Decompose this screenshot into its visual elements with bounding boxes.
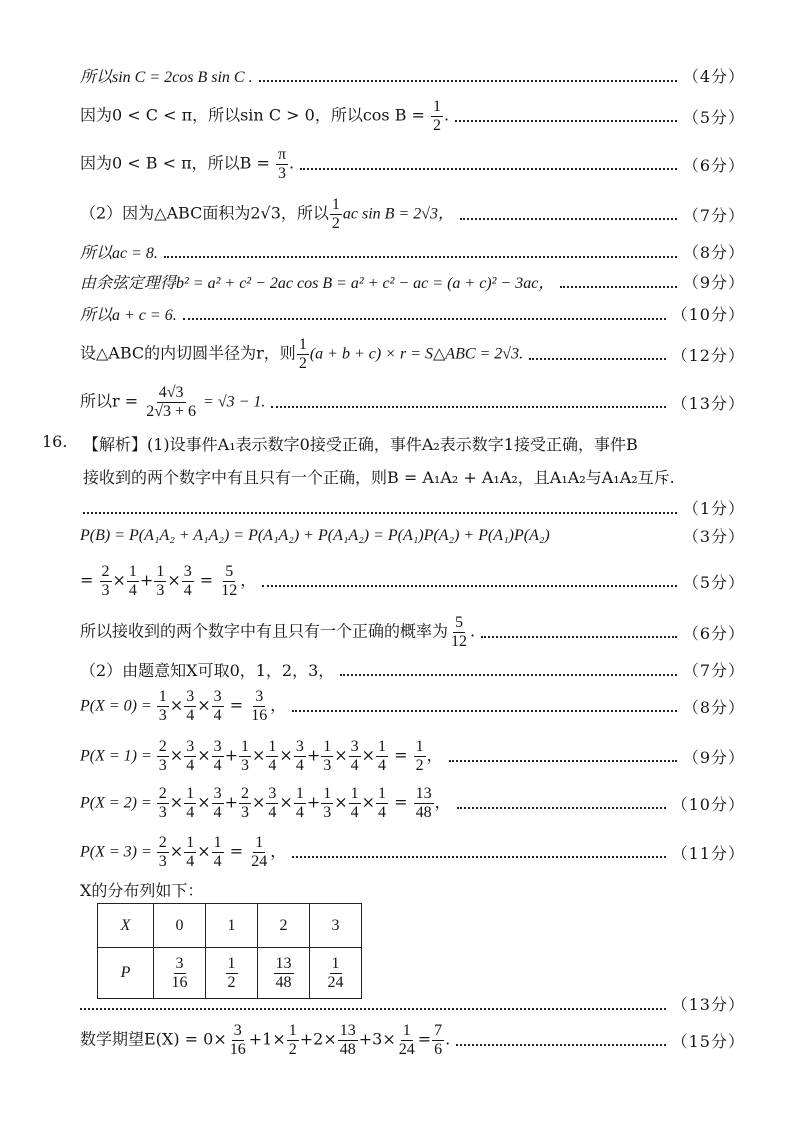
score-label: （5分） [682, 107, 745, 127]
solution-line-2: 因为0 < C < π，所以sin C > 0，所以cos B = $\frac{1}{2}$ . （5分） [80, 98, 745, 134]
table-row [98, 948, 362, 999]
score-label: （11分） [671, 843, 745, 863]
q16-score-13 [80, 992, 745, 1015]
px1-line: P(X = 1) = $\frac{2}{3}$ × $\frac{3}{4}$ × $\frac{3}{4}$ + $\frac{1}{3}$ × $\frac{1}{4}$ × $\frac{3}{4}$ + $\frac{1}{3}$ × $\frac{3}{4}$ × $\frac{1}{4}$ = $\frac{1}{2}$ ， （9分） [80, 738, 745, 774]
distribution-table [97, 903, 362, 999]
score-label: （8分） [682, 697, 745, 717]
solution-line-5: 所以ac = 8. （8分） [80, 240, 745, 263]
score-label: （4分） [682, 67, 745, 86]
px3-line: P(X = 3) = $\frac{2}{3}$ × $\frac{1}{4}$ × $\frac{1}{4}$ = $\frac{1}{24}$ ， （11分） [80, 834, 745, 870]
solution-line-1: 所以sin C = 2cos B sin C . （4分） [80, 64, 745, 87]
score-label: （9分） [682, 747, 745, 767]
score-label: （6分） [682, 155, 745, 175]
table-header-p: P [98, 948, 154, 999]
table-cell: $\frac{1}{24}$ [310, 948, 362, 999]
score-label: （13分） [671, 995, 745, 1014]
score-label: （7分） [682, 205, 745, 225]
q16-score-1 [83, 496, 745, 519]
table-cell: 1 [206, 904, 258, 948]
solution-line-6: 由余弦定理得b² = a² + c² − 2ac cos B = a² + c² − ac = (a + c)² − 3ac， （9分） [80, 270, 745, 293]
score-label: （15分） [671, 1031, 745, 1051]
score-label: （9分） [682, 273, 745, 292]
table-cell: $\frac{3}{16}$ [154, 948, 206, 999]
score-label: （6分） [682, 623, 745, 643]
score-label: （5分） [682, 572, 745, 592]
q16-intro-line-1: 【解析】(1)设事件A₁表示数字0接受正确，事件A₂表示数字1接受正确，事件B [83, 435, 638, 454]
score-label: （3分） [682, 527, 745, 546]
table-cell: 2 [258, 904, 310, 948]
solution-line-3: 因为0 < B < π，所以B = $\frac{\pi}{3}$ . （6分） [80, 146, 745, 182]
score-label: （1分） [682, 499, 745, 518]
score-label: （12分） [671, 345, 745, 365]
q16-intro-line-2: 接收到的两个数字中有且只有一个正确，则B = A₁A₂ + A₁A₂，且A₁A₂与A₁A₂互斥. [83, 468, 675, 487]
question-number: 16. [42, 432, 68, 451]
score-label: （8分） [682, 243, 745, 262]
score-label: （7分） [682, 661, 745, 680]
score-label: （10分） [671, 794, 745, 814]
px2-line: P(X = 2) = $\frac{2}{3}$ × $\frac{1}{4}$ × $\frac{3}{4}$ + $\frac{2}{3}$ × $\frac{3}{4}$ × $\frac{1}{4}$ + $\frac{1}{3}$ × $\frac{1}{4}$ × $\frac{1}{4}$ = $\frac{13}{48}$ ， （10分） [80, 785, 745, 821]
q16-calc-line: = $\frac{2}{3}$ × $\frac{1}{4}$ + $\frac{1}{3}$ × $\frac{3}{4}$ = $\frac{5}{12}$ ， （5分） [80, 563, 745, 599]
q16-conclusion-line: 所以接收到的两个数字中有且只有一个正确的概率为 $\frac{5}{12}$ . （6分） [80, 614, 745, 650]
solution-line-4: （2）因为△ABC面积为2√3，所以 $\frac{1}{2}$ ac sin B = 2√3， （7分） [80, 196, 745, 232]
solution-line-9: 所以r = $\frac{4√3}{2√3 + 6}$ = √3 − 1. （13分） [80, 384, 745, 420]
distribution-title: X的分布列如下： [80, 881, 204, 900]
px0-line: P(X = 0) = $\frac{1}{3}$ × $\frac{3}{4}$ × $\frac{3}{4}$ = $\frac{3}{16}$ ， （8分） [80, 688, 745, 724]
table-cell: $\frac{13}{48}$ [258, 948, 310, 999]
table-cell: 0 [154, 904, 206, 948]
table-cell: $\frac{1}{2}$ [206, 948, 258, 999]
q16-pb-line: P(B) = P(A₁A₂ + A₁A₂) = P(A₁A₂) + P(A₁A₂) = P(A₁)P(A₂) + P(A₁)P(A₂) （3分） [80, 524, 745, 547]
score-label: （10分） [671, 305, 745, 324]
table-header-x: X [98, 904, 154, 948]
q16-part2-line: （2）由题意知X可取0，1，2，3， （7分） [80, 658, 745, 681]
expectation-line: 数学期望E(X) = 0× $\frac{3}{16}$ +1× $\frac{1}{2}$ +2× $\frac{13}{48}$ +3× $\frac{1}{24}$ = $\frac{7}{6}$ . （15分） [80, 1022, 745, 1058]
table-row [98, 904, 362, 948]
solution-line-8: 设△ABC的内切圆半径为r，则 $\frac{1}{2}$ (a + b + c) × r = S△ABC = 2√3. （12分） [80, 336, 745, 372]
score-label: （13分） [671, 393, 745, 413]
solution-line-7: 所以a + c = 6. （10分） [80, 302, 745, 325]
table-cell: 3 [310, 904, 362, 948]
